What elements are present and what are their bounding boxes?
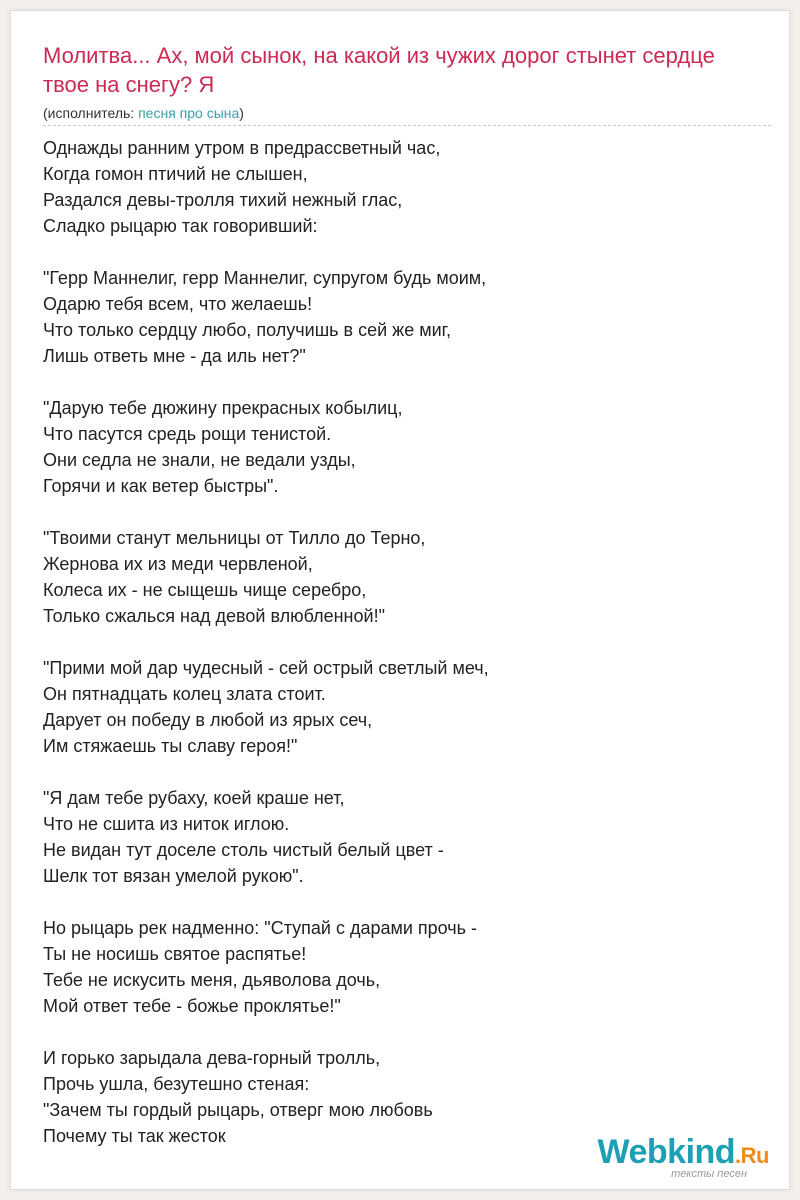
lyric-line: Сладко рыцарю так говоривший:: [43, 216, 318, 236]
lyric-line: Колеса их - не сыщешь чище серебро,: [43, 580, 367, 600]
lyric-line: Прочь ушла, безутешно стеная:: [43, 1074, 310, 1094]
watermark-tld: .Ru: [735, 1143, 769, 1168]
stanza-gap: [43, 629, 763, 655]
performer-link[interactable]: песня про сына: [138, 105, 240, 121]
page-card: [10, 10, 790, 1190]
lyric-line: Раздался девы-тролля тихий нежный глас,: [43, 190, 403, 210]
watermark-brand: Webkind: [597, 1133, 736, 1171]
lyric-line: "Я дам тебе рубаху, коей краше нет,: [43, 788, 345, 808]
lyric-line: Но рыцарь рек надменно: "Ступай с дарами прочь -: [43, 918, 478, 938]
lyric-line: Жернова их из меди червленой,: [43, 554, 313, 574]
lyric-line: "Герр Маннелиг, герр Маннелиг, супругом будь моим,: [43, 268, 487, 288]
song-title: Молитва... Ах, мой сынок, на какой из чужих дорог стынет сердце твое на снегу? Я: [43, 43, 715, 97]
lyric-line: Что пасутся средь рощи тенистой.: [43, 424, 332, 444]
stanza-gap: [43, 369, 763, 395]
lyric-line: Мой ответ тебе - божье проклятье!": [43, 996, 341, 1016]
lyric-line: Что не сшита из ниток иглою.: [43, 814, 290, 834]
performer-suffix: ): [239, 105, 244, 121]
lyric-line: Им стяжаешь ты славу героя!": [43, 736, 298, 756]
stanza-gap: [43, 759, 763, 785]
lyric-line: Не видан тут доселе столь чистый белый цвет -: [43, 840, 444, 860]
watermark-logo: [598, 1133, 770, 1172]
lyric-line: Дарует он победу в любой из ярых сеч,: [43, 710, 373, 730]
lyric-line: Почему ты так жесток: [43, 1126, 226, 1146]
lyric-line: Шелк тот вязан умелой рукою".: [43, 866, 304, 886]
lyric-line: Одарю тебя всем, что желаешь!: [43, 294, 313, 314]
lyric-line: Когда гомон птичий не слышен,: [43, 164, 308, 184]
lyric-line: "Твоими станут мельницы от Тилло до Терно,: [43, 528, 426, 548]
performer-prefix: (исполнитель:: [43, 105, 139, 121]
stanza-gap: [43, 889, 763, 915]
lyric-line: "Зачем ты гордый рыцарь, отверг мою любовь: [43, 1100, 433, 1120]
lyric-line: Горячи и как ветер быстры".: [43, 476, 279, 496]
lyric-line: Тебе не искусить меня, дьяволова дочь,: [43, 970, 381, 990]
lyric-line: Однажды ранним утром в предрассветный час,: [43, 138, 441, 158]
lyric-line: И горько зарыдала дева-горный тролль,: [43, 1048, 381, 1068]
stanza-gap: [43, 499, 763, 525]
stanza-gap: [43, 1019, 763, 1045]
lyric-line: Что только сердцу любо, получишь в сей же миг,: [43, 320, 452, 340]
watermark-tagline: тексты песен: [671, 1168, 747, 1180]
lyric-line: Лишь ответь мне - да иль нет?": [43, 346, 306, 366]
lyric-line: "Прими мой дар чудесный - сей острый светлый меч,: [43, 658, 489, 678]
lyric-line: "Дарую тебе дюжину прекрасных кобылиц,: [43, 398, 403, 418]
lyrics-text: [43, 135, 763, 1149]
dashed-divider: [43, 125, 771, 126]
lyric-line: Они седла не знали, не ведали узды,: [43, 450, 356, 470]
stanza-gap: [43, 239, 763, 265]
site-watermark: [569, 1133, 769, 1181]
lyric-line: Ты не носишь святое распятье!: [43, 944, 307, 964]
performer-line: [43, 104, 244, 122]
lyric-line: Он пятнадцать колец злата стоит.: [43, 684, 326, 704]
lyric-line: Только сжалься над девой влюбленной!": [43, 606, 385, 626]
